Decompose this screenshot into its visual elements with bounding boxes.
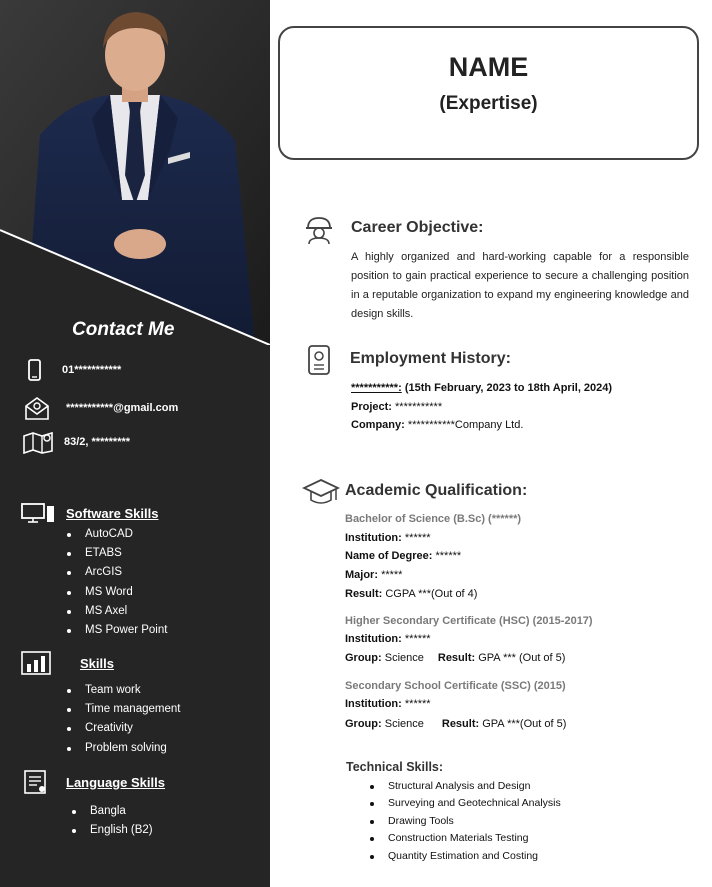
id-card-icon — [306, 344, 332, 381]
result-value: CGPA ***(Out of 4) — [385, 588, 478, 600]
ssc-institution-row — [345, 698, 431, 710]
project-label: Project: — [351, 401, 392, 413]
phone-icon — [22, 358, 56, 382]
list-item: Bangla — [72, 802, 153, 821]
list-item: Team work — [67, 681, 180, 700]
candidate-name: NAME — [448, 52, 529, 82]
list-item: English (B2) — [72, 821, 153, 840]
contact-phone: 01*********** — [62, 364, 122, 376]
company-label: Company: — [351, 419, 405, 431]
contact-title: Contact Me — [72, 319, 175, 340]
project-value: *********** — [395, 401, 443, 413]
list-item: MS Power Point — [67, 621, 167, 640]
computer-icon — [20, 501, 58, 525]
list-item: Structural Analysis and Design — [370, 778, 561, 795]
degree-name-label: Name of Degree: — [345, 550, 433, 562]
institution-label: Institution: — [345, 698, 402, 710]
bsc-major-row — [345, 569, 402, 581]
list-item: Surveying and Geotechnical Analysis — [370, 795, 561, 812]
bsc-degree: Bachelor of Science (B.Sc) (******) — [345, 513, 522, 525]
chart-icon — [20, 651, 58, 675]
list-item: Quantity Estimation and Costing — [370, 848, 561, 865]
list-item: AutoCAD — [67, 525, 167, 544]
employment-position-row — [351, 382, 612, 394]
institution-label: Institution: — [345, 532, 402, 544]
result-label: Result: — [345, 588, 383, 600]
result-value: GPA *** (Out of 5) — [478, 652, 566, 664]
institution-label: Institution: — [345, 633, 402, 645]
list-item: Time management — [67, 700, 180, 719]
institution-value: ****** — [404, 633, 431, 645]
employment-position: ***********: — [351, 382, 402, 394]
institution-value: ****** — [404, 532, 431, 544]
academic-qualification-title: Academic Qualification: — [345, 482, 528, 499]
software-skills-list — [67, 525, 167, 640]
candidate-expertise: (Expertise) — [439, 93, 538, 114]
career-objective-title: Career Objective: — [351, 219, 484, 236]
list-item: Drawing Tools — [370, 813, 561, 830]
contact-email: ***********@gmail.com — [66, 402, 179, 414]
list-item: ETABS — [67, 544, 167, 563]
contact-address-row — [22, 430, 130, 454]
employment-company-row — [351, 419, 523, 431]
certificate-icon — [20, 770, 58, 794]
profile-photo — [0, 0, 270, 345]
employment-project-row — [351, 401, 442, 413]
technical-skills-title: Technical Skills: — [346, 760, 444, 774]
engineer-icon — [302, 214, 336, 249]
group-value: Science — [384, 652, 424, 664]
graduation-cap-icon — [302, 476, 340, 513]
software-skills-title: Software Skills — [66, 505, 159, 521]
result-label: Result: — [437, 652, 476, 664]
skills-list — [67, 681, 180, 758]
hsc-degree: Higher Secondary Certificate (HSC) (2015-2017) — [345, 615, 593, 627]
company-value: ***********Company Ltd. — [407, 419, 524, 431]
language-skills-title: Language Skills — [66, 774, 165, 790]
degree-name-value: ****** — [435, 550, 462, 562]
major-label: Major: — [345, 569, 378, 581]
list-item: Construction Materials Testing — [370, 830, 561, 847]
contact-address: 83/2, ********* — [64, 436, 131, 448]
result-value: GPA ***(Out of 5) — [482, 718, 567, 730]
hsc-institution-row — [345, 633, 431, 645]
sidebar — [0, 0, 270, 887]
skills-heading — [20, 651, 114, 675]
ssc-group-row — [345, 718, 566, 730]
career-objective-text: A highly organized and hard-working capable for a responsible position to gain practical experience to secure a challenging position in a reputable organization to expand my engineering knowledge and design skills. — [351, 251, 689, 320]
list-item: MS Axel — [67, 602, 167, 621]
map-icon — [22, 430, 56, 454]
hsc-group-row — [345, 652, 565, 664]
list-item: Creativity — [67, 719, 180, 738]
list-item: MS Word — [67, 583, 167, 602]
software-skills-heading — [20, 501, 158, 525]
employment-period: (15th February, 2023 to 18th April, 2024) — [404, 382, 613, 394]
bsc-name-row — [345, 550, 461, 562]
bsc-result-row — [345, 588, 477, 600]
group-value: Science — [384, 718, 424, 730]
group-label: Group: — [345, 652, 382, 664]
skills-title: Skills — [80, 655, 114, 671]
result-label: Result: — [441, 718, 480, 730]
contact-email-row — [22, 396, 178, 420]
institution-value: ****** — [404, 698, 431, 710]
technical-skills-list — [370, 778, 561, 865]
group-label: Group: — [345, 718, 382, 730]
employment-history-title: Employment History: — [350, 350, 511, 367]
ssc-degree: Secondary School Certificate (SSC) (2015) — [345, 680, 566, 692]
email-icon — [22, 396, 56, 420]
major-value: ***** — [381, 569, 403, 581]
language-skills-heading — [20, 770, 165, 794]
name-header-box — [278, 26, 699, 160]
language-skills-list — [72, 802, 153, 840]
bsc-institution-row — [345, 532, 431, 544]
list-item: Problem solving — [67, 739, 180, 758]
contact-phone-row — [22, 358, 121, 382]
list-item: ArcGIS — [67, 563, 167, 582]
